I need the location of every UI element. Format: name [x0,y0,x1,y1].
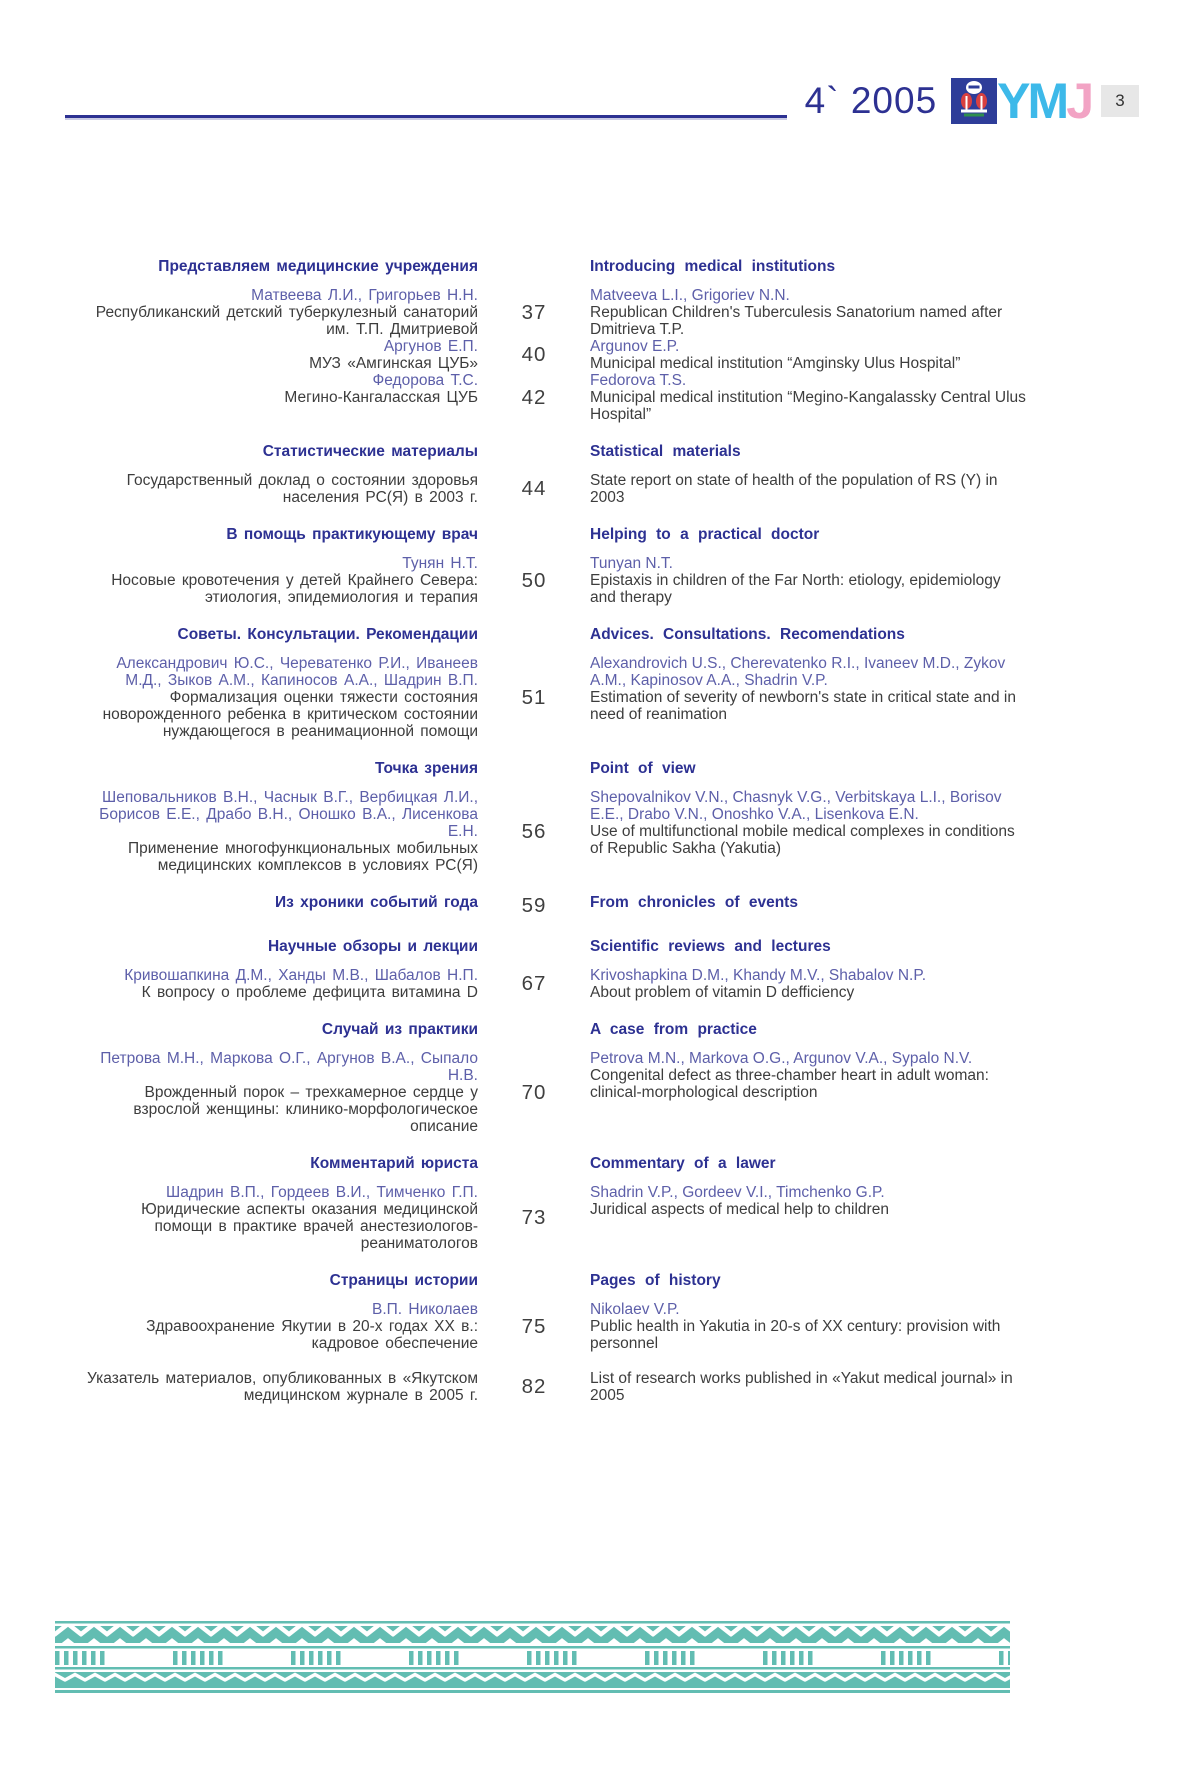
section-title-en: From chronicles of events [590,894,798,911]
toc-section-heading [85,1021,1027,1038]
entry-title-en: State report on state of health of the population of RS (Y) in 2003 [590,472,998,506]
section-title-ru: Случай из практики [321,1021,478,1038]
entry-authors-en: Alexandrovich U.S., Cherevatenko R.I., Ivaneev M.D., Zykov A.M., Kapinosov A.A., Shadrin V.P. [590,655,1006,689]
entry-authors-ru: Шеповальников В.Н., Часнык В.Г., Вербицкая Л.И., Борисов Е.Е., Драбо В.Н., Оношко В.А., Лисенкова Е.Н. [99,789,478,840]
entry-title-en: Congenital defect as three-chamber heart in adult woman: clinical-morphological description [590,1067,989,1101]
entry-page-number: 51 [521,685,547,709]
section-title-en: A case from practice [590,1021,757,1038]
entry-authors-en: Krivoshapkina D.M., Khandy M.V., Shabalov N.P. [590,967,927,984]
toc-section-heading [85,760,1027,777]
toc-entry [85,372,1027,423]
entry-page-number: 44 [521,477,547,500]
toc-entry [85,338,1027,372]
entry-authors-ru: Кривошапкина Д.М., Ханды М.В., Шабалов Н.П. [124,967,478,984]
entry-authors-ru: Шадрин В.П., Гордеев В.И., Тимченко Г.П. [166,1184,478,1201]
entry-title-en: About problem of vitamin D defficiency [590,984,855,1001]
entry-authors-ru: Тунян Н.Т. [402,555,478,572]
toc-entry [85,555,1027,606]
document-page [0,73,1204,1776]
section-page-number: 59 [521,894,547,917]
section-title-en: Advices. Consultations. Recomendations [590,626,905,643]
entry-authors-en: Shadrin V.P., Gordeev V.I., Timchenko G.P. [590,1184,885,1201]
toc-section-heading [85,938,1027,955]
entry-authors-ru: Аргунов Е.П. [383,338,478,355]
entry-title-ru: Формализация оценки тяжести состояния новорожденного ребенка в критическом состоянии нуждающегося в реанимационной помощи [102,689,478,740]
issue-number: 4` 2005 [804,80,938,121]
section-title-ru: Статистические материалы [262,443,478,460]
page-number-badge: 3 [1101,85,1139,117]
section-title-en: Pages of history [590,1272,721,1289]
toc-entry [85,287,1027,338]
yakutia-crest-icon [951,78,997,124]
section-title-ru: Страницы истории [329,1272,478,1289]
entry-title-ru: Здравоохранение Якутии в 20-х годах XX в.: кадровое обеспечение [146,1318,478,1352]
section-title-ru: В помощь практикующему врач [226,526,478,543]
toc-entry [85,1184,1027,1252]
entry-page-number: 70 [521,1080,547,1104]
entry-authors-ru: Александрович Ю.С., Череватенко Р.И., Иванеев М.Д., Зыков А.М., Капиносов А.А., Шадрин В.П. [116,655,478,689]
entry-title-ru: Юридические аспекты оказания медицинской помощи в практике врачей анестезиологов-реаниматологов [141,1201,478,1252]
toc-section-heading [85,894,1027,918]
entry-title-ru: Мегино-Кангаласская ЦУБ [284,389,478,406]
toc-section-heading [85,526,1027,543]
entry-title-ru: Врожденный порок – трехкамерное сердце у взрослой женщины: клинико-морфологическое описание [133,1084,478,1135]
entry-authors-en: Fedorova T.S. [590,372,687,389]
entry-page-number: 67 [521,972,547,995]
entry-title-ru: К вопросу о проблеме дефицита витамина D [141,984,478,1001]
entry-title-en: Public health in Yakutia in 20-s of XX century: provision with personnel [590,1318,1001,1352]
entry-title-en: List of research works published in «Yakut medical journal» in 2005 [590,1370,1013,1404]
journal-logo-letters [997,73,1091,129]
entry-page-number: 37 [521,300,547,324]
logo-letter-y: Y [997,73,1028,129]
entry-page-number: 42 [521,385,547,409]
logo-letter-j: J [1066,73,1091,129]
page-header [65,73,1139,129]
entry-authors-ru: Матвеева Л.И., Григорьев Н.Н. [251,287,478,304]
entry-page-number: 75 [521,1314,547,1338]
entry-authors-en: Tunyan N.T. [590,555,673,572]
toc-entry [85,1301,1027,1352]
section-title-en: Helping to a practical doctor [590,526,820,543]
entry-authors-ru: Петрова М.Н., Маркова О.Г., Аргунов В.А., Сыпало Н.В. [100,1050,478,1084]
section-title-en: Introducing medical institutions [590,258,836,275]
toc-entry [85,472,1027,506]
toc-entry [85,967,1027,1001]
entry-page-number: 40 [521,343,547,366]
entry-authors-en: Petrova M.N., Markova O.G., Argunov V.A., Sypalo N.V. [590,1050,973,1067]
section-title-ru: Из хроники событий года [274,894,478,911]
section-title-en: Point of view [590,760,696,777]
toc-section-heading [85,1272,1027,1289]
entry-title-ru: Государственный доклад о состоянии здоровья населения РС(Я) в 2003 г. [126,472,478,506]
toc-entry [85,655,1027,740]
entry-page-number: 82 [521,1375,547,1398]
entry-authors-en: Nikolaev V.P. [590,1301,680,1318]
entry-title-ru: МУЗ «Амгинская ЦУБ» [309,355,478,372]
toc-section-heading [85,626,1027,643]
entry-title-en: Municipal medical institution “Amginsky Ulus Hospital” [590,355,961,372]
entry-title-en: Epistaxis in children of the Far North: etiology, epidemiology and therapy [590,572,1001,606]
entry-title-en: Juridical aspects of medical help to children [590,1201,889,1218]
entry-title-en: Estimation of severity of newborn's state in critical state and in need of reanimation [590,689,1016,723]
section-title-en: Scientific reviews and lectures [590,938,831,955]
toc-entry [85,789,1027,874]
entry-page-number: 73 [521,1206,547,1229]
entry-title-en: Republican Children's Tuberculesis Sanatorium named after Dmitrieva T.P. [590,304,1003,338]
section-title-en: Statistical materials [590,443,741,460]
toc-section-heading [85,443,1027,460]
section-title-ru: Советы. Консультации. Рекомендации [177,626,478,643]
table-of-contents [85,258,1027,1404]
entry-authors-ru: Федорова Т.С. [372,372,478,389]
section-title-ru: Представляем медицинские учреждения [158,258,478,275]
entry-authors-en: Shepovalnikov V.N., Chasnyk V.G., Verbitskaya L.I., Borisov E.E., Drabo V.N., Onoshko V.A., Lisenkova E.N. [590,789,1002,823]
entry-title-en: Use of multifunctional mobile medical complexes in conditions of Republic Sakha (Yakutia) [590,823,1015,857]
toc-entry [85,1370,1027,1404]
ethnic-border-pattern-icon [55,1621,1010,1695]
footer-ornament [55,1621,1010,1700]
section-title-ru: Комментарий юриста [310,1155,478,1172]
entry-title-en: Municipal medical institution “Megino-Kangalassky Central Ulus Hospital” [590,389,1026,423]
entry-page-number: 50 [521,568,547,592]
entry-title-ru: Носовые кровотечения у детей Крайнего Севера: этиология, эпидемиология и терапия [111,572,478,606]
entry-page-number: 56 [521,819,547,843]
entry-authors-en: Argunov E.P. [590,338,680,355]
entry-title-ru: Применение многофункциональных мобильных медицинских комплексов в условиях РС(Я) [127,840,478,874]
logo-letter-m: M [1027,73,1067,129]
toc-section-heading [85,1155,1027,1172]
entry-title-ru: Указатель материалов, опубликованных в «Якутском медицинском журнале в 2005 г. [87,1370,478,1404]
section-title-ru: Научные обзоры и лекции [267,938,478,955]
section-title-en: Commentary of a lawer [590,1155,776,1172]
toc-section-heading [85,258,1027,275]
section-title-ru: Точка зрения [375,760,478,777]
journal-logo [951,73,1091,129]
header-rule [65,115,787,118]
entry-authors-en: Matveeva L.I., Grigoriev N.N. [590,287,790,304]
entry-title-ru: Республиканский детский туберкулезный санаторий им. Т.П. Дмитриевой [95,304,478,338]
entry-authors-ru: В.П. Николаев [371,1301,478,1318]
toc-entry [85,1050,1027,1135]
